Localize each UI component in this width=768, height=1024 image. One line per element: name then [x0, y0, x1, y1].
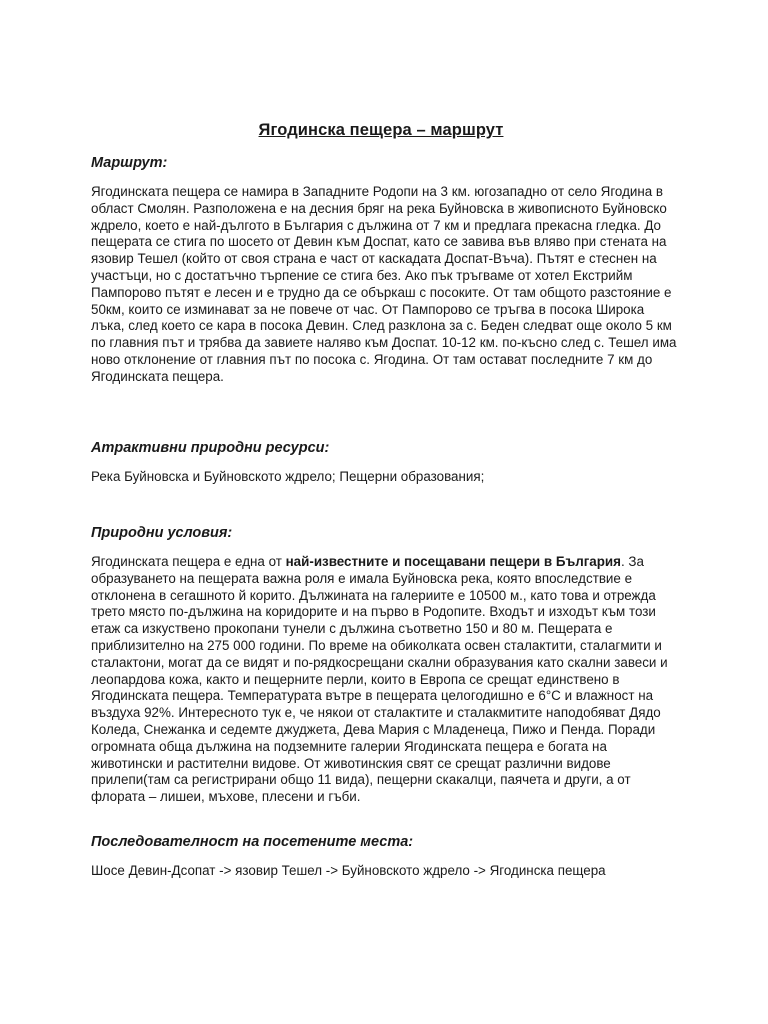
section-heading-route: Маршрут: [91, 155, 168, 171]
section-heading-sequence: Последователност на посетените места: [91, 834, 414, 850]
section-heading-conditions: Природни условия: [91, 525, 233, 541]
section-body-resources: Река Буйновска и Буйновското ждрело; Пещерни образования; [91, 469, 485, 484]
section-heading-resources: Атрактивни природни ресурси: [91, 440, 330, 456]
section-body-route: Ягодинската пещера се намира в Западните Родопи на 3 км. югозападно от село Ягодина в област Смолян. Разположена е на десния бряг на река Буйновска в живописното Буйновско ждрело, което е най-дългото в България с дължина от 7 км и предлага прекасна гледка. До пещерата се стига по шосето от Девин към Доспат, като се завива във вляво при стената на язовир Тешел (който от своя страна е част от каскадата Доспат-Въча). Пътят е стеснен на участъци, но с достатъчно търпение се стига без. Ако пък тръгваме от хотел Екстрийм Пампорово пътят е лесен и е трудно да се объркаш с посоките. От там общото разстояние е 50км, които се изминават за не повече от час. От Пампорово се тръгва в посока Широка лъка, след което се кара в посока Девин. След разклона за с. Беден следват още около 5 км по главния път и трябва да завиете наляво към Доспат. 10-12 км. по-късно след с. Тешел има ново отклонение от главния път по посока с. Ягодина. От там остават последните 7 км до Ягодинската пещера. [91, 184, 677, 384]
conditions-text-bold: най-известните и посещавани пещери в България [285, 554, 621, 569]
document-title: Ягодинска пещера – маршрут [258, 121, 504, 139]
conditions-text-start: Ягодинската пещера е една от [91, 554, 286, 569]
conditions-text-rest: . За образуването на пещерата важна роля е имала Буйновска река, която впоследствие е отклонена в сегашното й корито. Дължината на галериите е 10500 м., като това и отрежда трето място по-дължина на коридорите и на първо в Родопите. Входът и изходът към този етаж са изкуствено прокопани тунели с дължина съответно 150 и 80 м. Пещерата е приблизително на 275 000 години. По време на обиколката освен сталактити, сталагмити и сталактони, могат да се видят и по-рядкосрещани скални образувания като скални завеси и леопардова кожа, както и пещерните перли, които в Европа се срещат единствено в Ягодинската пещера. Температурата вътре в пещерата целогодишно е 6°С и влажност на въздуха 92%. Интересното тук е, че някои от сталактите и сталакмитите наподобяват Дядо Коледа, Снежанка и седемте джуджета, Дева Мария с Младенеца, Пижо и Пенда. Поради огромната обща дължина на подземните галерии Ягодинската пещера е богата на животински и растителни видове. От животинския свят се срещат различни видове прилепи(там са регистрирани общо 11 вида), пещерни скакалци, паячета и други, а от флората – лишеи, мъхове, плесени и гъби. [91, 554, 668, 805]
section-body-sequence: Шосе Девин-Дсопат -> язовир Тешел -> Буйновското ждрело -> Ягодинска пещера [91, 863, 606, 878]
section-body-conditions [91, 554, 681, 806]
